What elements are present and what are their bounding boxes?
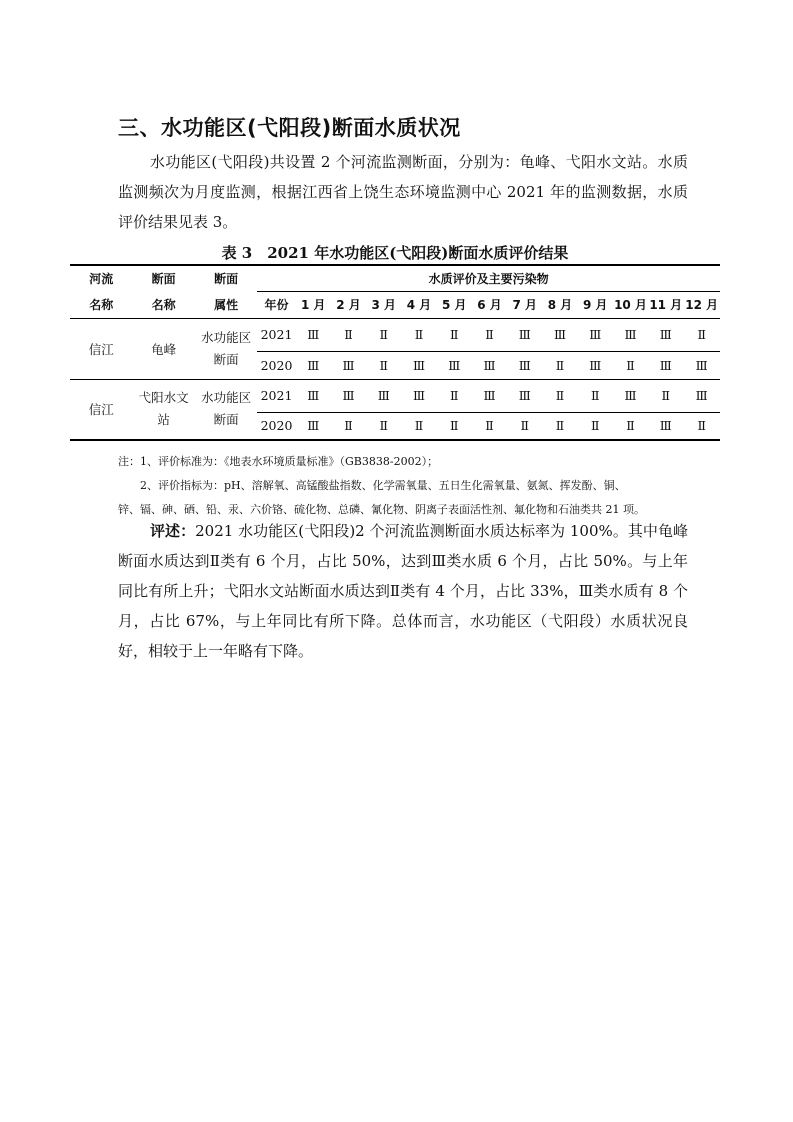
cell-year: 2020 (260, 418, 293, 434)
cell-grade: Ⅱ (520, 418, 530, 434)
header-month: 3 月 (371, 298, 397, 312)
table-row (70, 379, 720, 412)
cell-grade: Ⅲ (307, 418, 320, 434)
cell-river: 信江 (70, 379, 132, 440)
intro-paragraph: 水功能区(弋阳段)共设置 2 个河流监测断面，分别为：龟峰、弋阳水文站。水质监测频次为月度监测，根据江西省上饶生态环境监测中心 2021 年的监测数据，水质评价结果见表 3。 (118, 153, 688, 231)
header-month: 2 月 (336, 298, 361, 312)
cell-grade: Ⅱ (555, 418, 565, 434)
cell-grade: Ⅱ (626, 357, 635, 373)
cell-grade: Ⅲ (624, 388, 637, 403)
header-group-title: 水质评价及主要污染物 (257, 265, 720, 291)
cell-grade: Ⅱ (485, 327, 494, 342)
cell-grade: Ⅱ (591, 418, 600, 434)
review-label: 评述： (150, 522, 196, 540)
cell-grade: Ⅱ (450, 388, 459, 403)
cell-grade: Ⅱ (626, 418, 635, 434)
cell-grade: Ⅲ (448, 357, 461, 373)
cell-grade: Ⅲ (553, 327, 567, 342)
cell-grade: Ⅲ (589, 357, 602, 373)
header-section-attr-l2: 属性 (214, 297, 239, 312)
cell-grade: Ⅲ (307, 327, 320, 342)
review-text: 2021 水功能区(弋阳段)2 个河流监测断面水质达标率为 100%。其中龟峰断面水质达到Ⅱ类有 6 个月，占比 50%，达到Ⅲ类水质 6 个月，占比 50%。与上年同比有所上升；弋阳水文站断面水质达到Ⅱ类有 4 个月，占比 33%，Ⅲ类水质有 8 个月，占比 67%，与上年同比有所下降。总体而言，水功能区（弋阳段）水质状况良好，相较于上一年略有下降。 (118, 522, 688, 660)
cell-year: 2021 (260, 388, 293, 403)
header-section-attr: 断面 (214, 272, 239, 286)
cell-section: 弋阳水文 站 (132, 379, 194, 440)
header-month: 12 月 (685, 298, 719, 312)
cell-grade: Ⅱ (450, 418, 459, 434)
note-line: 锌、镉、砷、硒、铅、汞、六价铬、硫化物、总磷、氰化物、阴离子表面活性剂、氟化物和石油类共 21 项。 (118, 503, 645, 516)
note-line: 2、评价指标为：pH、溶解氧、高锰酸盐指数、化学需氧量、五日生化需氧量、氨氮、挥发酚、铜、 (140, 479, 626, 492)
cell-grade: Ⅱ (379, 418, 389, 434)
water-quality-table (70, 264, 720, 441)
header-month: 4 月 (406, 298, 432, 312)
cell-grade: Ⅲ (624, 327, 637, 342)
cell-grade: Ⅲ (695, 357, 708, 373)
cell-grade: Ⅲ (518, 388, 531, 403)
cell-grade: Ⅲ (518, 327, 531, 342)
header-month: 1 月 (301, 298, 326, 312)
cell-grade: Ⅱ (344, 418, 353, 434)
cell-grade: Ⅱ (450, 327, 459, 342)
section-title: 三、水功能区(弋阳段)断面水质状况 (118, 116, 461, 140)
header-year: 年份 (264, 298, 289, 312)
cell-grade: Ⅱ (591, 388, 600, 403)
cell-grade: Ⅲ (412, 388, 426, 403)
header-month: 8 月 (547, 298, 573, 312)
cell-grade: Ⅱ (555, 388, 565, 403)
table-caption: 表 3 2021 年水功能区(弋阳段)断面水质评价结果 (221, 244, 569, 262)
header-month: 7 月 (512, 298, 538, 312)
cell-grade: Ⅲ (342, 357, 355, 373)
cell-grade: Ⅲ (589, 327, 602, 342)
review-paragraph (118, 516, 688, 666)
cell-grade: Ⅲ (307, 357, 320, 373)
cell-year: 2020 (260, 357, 293, 373)
cell-grade: Ⅲ (412, 357, 426, 373)
cell-grade: Ⅲ (659, 418, 672, 434)
cell-grade: Ⅱ (485, 418, 494, 434)
cell-river: 信江 (70, 318, 132, 379)
cell-grade: Ⅲ (307, 388, 320, 403)
cell-grade: Ⅱ (555, 357, 565, 373)
header-section-name-l2: 名称 (151, 297, 176, 312)
cell-grade: Ⅲ (377, 388, 390, 403)
note-line: 注：1、评价标准为：《地表水环境质量标准》（GB3838-2002）； (118, 455, 439, 468)
table-row (70, 318, 720, 351)
cell-year: 2021 (260, 327, 293, 342)
cell-grade: Ⅱ (379, 357, 389, 373)
header-section-name: 断面 (151, 272, 176, 286)
cell-grade: Ⅱ (414, 327, 424, 342)
header-month: 6 月 (477, 298, 502, 312)
cell-grade: Ⅲ (483, 388, 496, 403)
cell-grade: Ⅱ (697, 327, 706, 342)
cell-grade: Ⅲ (659, 357, 672, 373)
cell-grade: Ⅱ (379, 327, 389, 342)
header-river-name: 河流 (89, 272, 114, 286)
header-month: 5 月 (442, 298, 467, 312)
header-month: 9 月 (583, 298, 608, 312)
cell-grade: Ⅱ (661, 388, 671, 403)
table-notes (118, 450, 718, 522)
cell-grade: Ⅱ (414, 418, 424, 434)
header-river-name-l2: 名称 (89, 297, 114, 312)
cell-section-attr: 水功能区 断面 (195, 318, 257, 379)
cell-grade: Ⅲ (695, 388, 708, 403)
cell-grade: Ⅱ (697, 418, 706, 434)
header-month: 11 月 (649, 298, 683, 312)
cell-section: 龟峰 (132, 318, 194, 379)
cell-grade: Ⅲ (518, 357, 531, 373)
cell-grade: Ⅲ (659, 327, 672, 342)
cell-grade: Ⅲ (483, 357, 496, 373)
cell-grade: Ⅱ (344, 327, 353, 342)
cell-grade: Ⅲ (342, 388, 355, 403)
header-month: 10 月 (614, 298, 647, 312)
cell-section-attr: 水功能区 断面 (195, 379, 257, 440)
